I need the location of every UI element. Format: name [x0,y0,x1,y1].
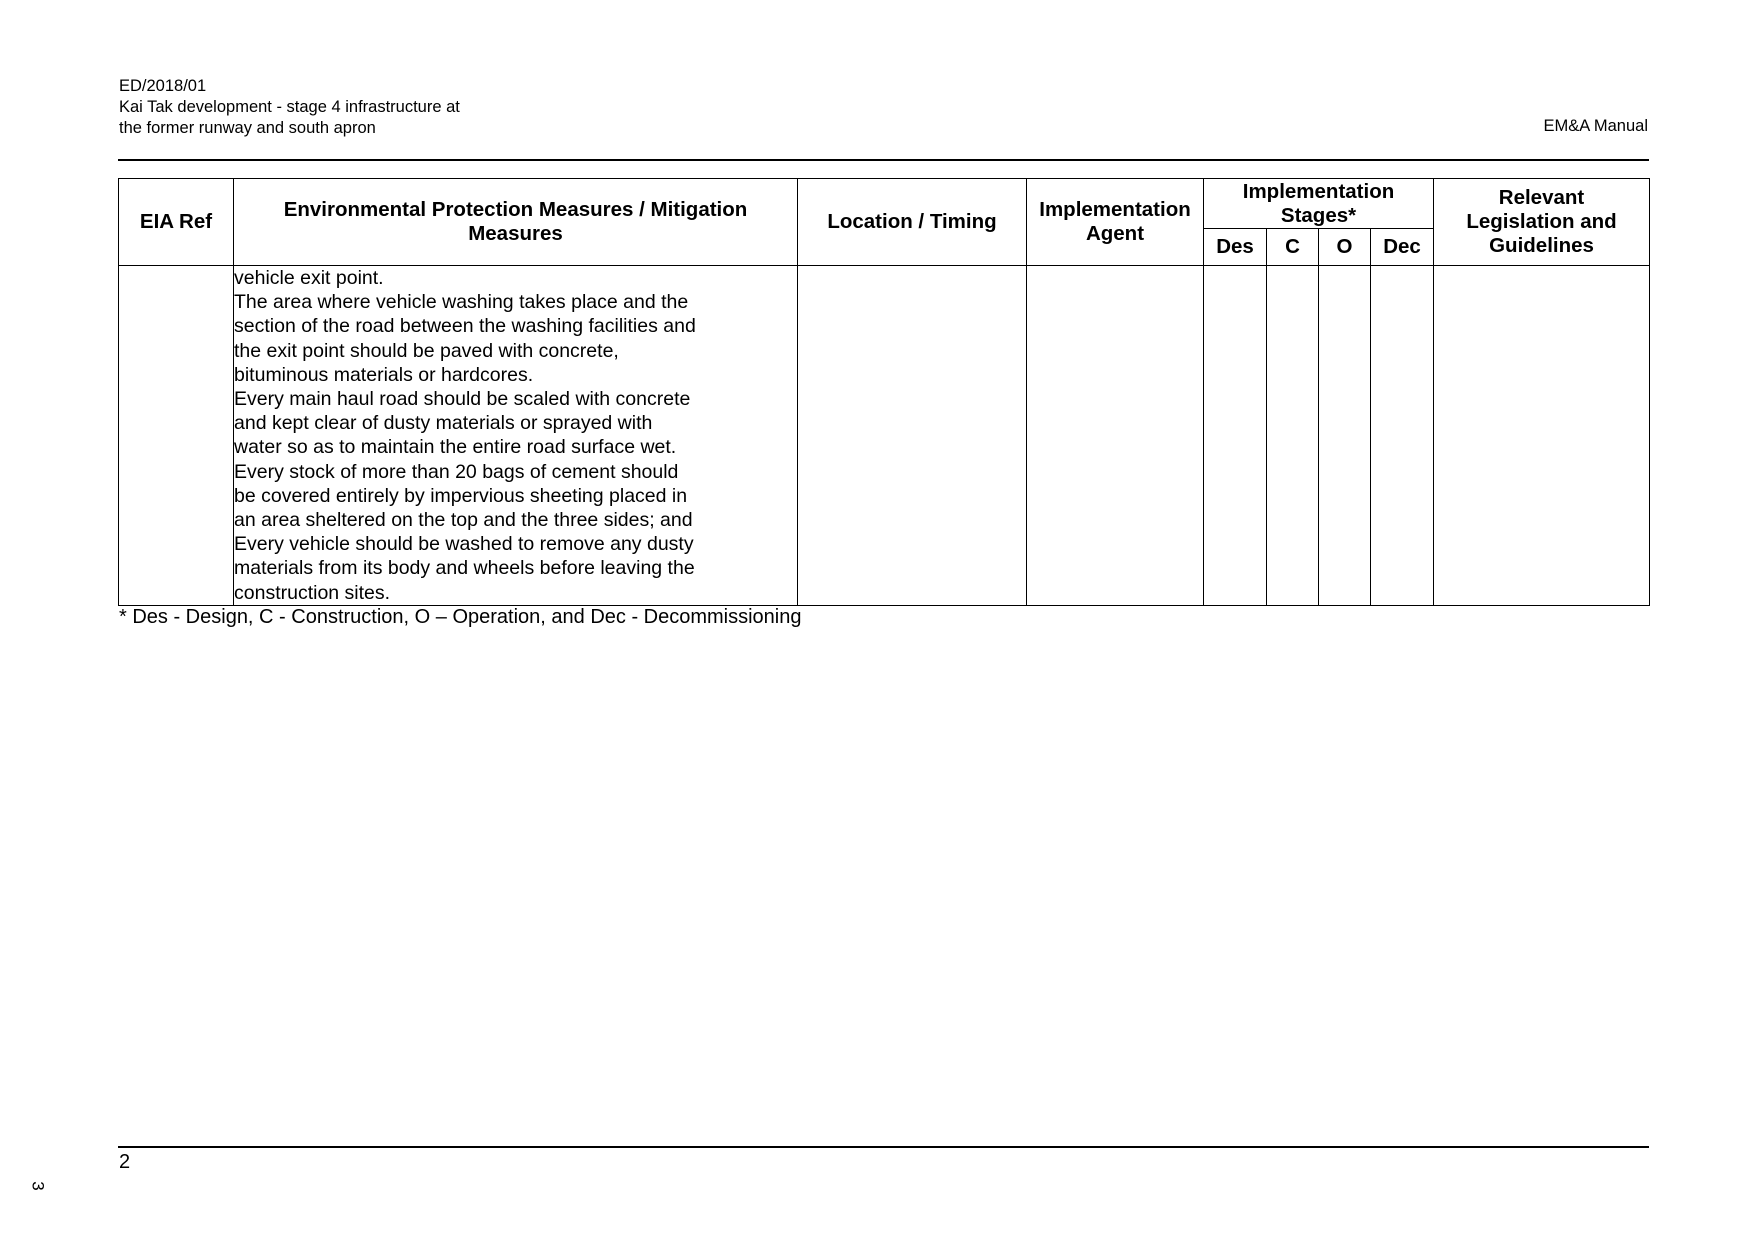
doc-title-line-1: Kai Tak development - stage 4 infrastructure at [119,98,460,116]
measure-line: water so as to maintain the entire road surface wet. [234,436,677,459]
stage-footnote: * Des - Design, C - Construction, O – Operation, and Dec - Decommissioning [119,606,802,628]
document-header [119,76,460,139]
header-divider [118,159,1649,161]
header-location-timing: Location / Timing [798,179,1027,266]
measure-line: the exit point should be paved with concrete, [234,339,619,362]
page-number: 2 [119,1151,131,1173]
header-stage-c: C [1267,229,1319,266]
cell-stage-dec [1371,266,1434,606]
header-measures: Environmental Protection Measures / Mitigation Measures [234,179,798,266]
measure-line: Every stock of more than 20 bags of cement should [234,460,679,483]
cell-eia-ref [119,266,234,606]
header-implementation-agent: Implementation Agent [1027,179,1204,266]
header-eia-ref: EIA Ref [119,179,234,266]
cell-stage-o [1319,266,1371,606]
measure-line: bituminous materials or hardcores. [234,363,534,386]
header-implementation-stages: Implementation Stages* [1204,179,1434,229]
measure-line: construction sites. [234,581,391,604]
measure-line: Every vehicle should be washed to remove any dusty [234,533,694,556]
measure-line: section of the road between the washing facilities and [234,315,696,338]
cell-measures [234,266,798,606]
measure-line: vehicle exit point. [234,267,384,289]
doc-reference: ED/2018/01 [119,77,207,95]
cell-stage-des [1204,266,1267,606]
cell-location-timing [798,266,1027,606]
footer-divider [118,1146,1649,1148]
measure-line: materials from its body and wheels before leaving the [234,557,695,580]
manual-label: EM&A Manual [1543,117,1648,135]
measure-line: be covered entirely by impervious sheeting placed in [234,484,688,507]
side-page-mark: 3 [28,1181,48,1191]
measure-line: an area sheltered on the top and the three sides; and [234,509,693,532]
doc-title-line-2: the former runway and south apron [119,119,376,137]
cell-implementation-agent [1027,266,1204,606]
header-stage-o: O [1319,229,1371,266]
header-legislation-guidelines: Relevant Legislation and Guidelines [1434,179,1650,266]
measure-line: and kept clear of dusty materials or sprayed with [234,412,653,435]
header-stage-dec: Dec [1371,229,1434,266]
cell-legislation-guidelines [1434,266,1650,606]
measure-line: The area where vehicle washing takes place and the [234,291,689,314]
header-stage-des: Des [1204,229,1267,266]
cell-stage-c [1267,266,1319,606]
table-row [119,266,1650,606]
mitigation-measures-table [118,178,1650,606]
measure-line: Every main haul road should be scaled with concrete [234,388,691,411]
